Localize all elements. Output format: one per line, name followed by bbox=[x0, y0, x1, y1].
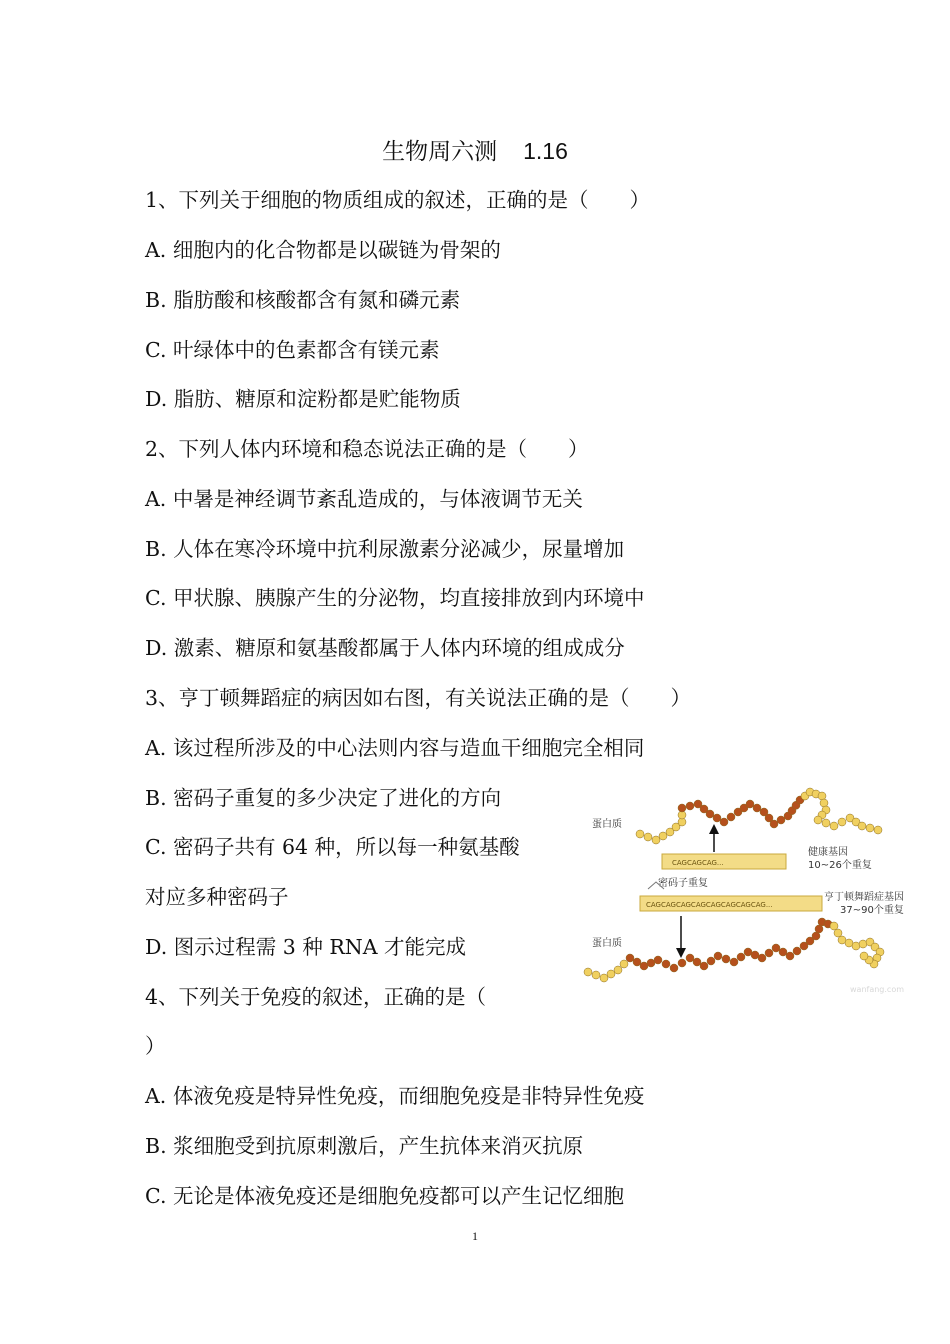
label-healthy-repeat: 10~26个重复 bbox=[808, 860, 872, 871]
bead bbox=[644, 833, 652, 841]
bead bbox=[830, 822, 838, 830]
bead bbox=[786, 952, 794, 960]
bead bbox=[874, 826, 882, 834]
protein-chain-top bbox=[636, 788, 882, 844]
bead bbox=[584, 968, 592, 976]
q4-option-b: B. 浆细胞受到抗原刺激后，产生抗体来消灭抗原 bbox=[145, 1134, 584, 1158]
arrow-down-head-icon bbox=[676, 948, 686, 958]
bead bbox=[814, 816, 822, 824]
bead bbox=[730, 958, 738, 966]
bead bbox=[722, 955, 730, 963]
q1-option-c: C. 叶绿体中的色素都含有镁元素 bbox=[145, 338, 440, 362]
bead bbox=[678, 959, 686, 967]
page-title bbox=[0, 133, 950, 166]
bead bbox=[770, 820, 778, 828]
bead bbox=[758, 954, 766, 962]
bead bbox=[820, 799, 828, 807]
bead bbox=[686, 802, 694, 810]
bead bbox=[746, 800, 754, 808]
q2-option-c: C. 甲状腺、胰腺产生的分泌物，均直接排放到内环境中 bbox=[145, 586, 645, 610]
question-4-cont: ） bbox=[145, 1034, 166, 1058]
bead bbox=[720, 818, 728, 826]
q2-option-b: B. 人体在寒冷环境中抗利尿激素分泌减少，尿量增加 bbox=[145, 537, 625, 561]
question-4: 4、下列关于免疫的叙述，正确的是（ bbox=[145, 985, 487, 1009]
bead bbox=[700, 962, 708, 970]
q1-option-b: B. 脂肪酸和核酸都含有氮和磷元素 bbox=[145, 288, 461, 312]
label-codon-repeat: 密码子重复 bbox=[658, 878, 708, 889]
bead bbox=[818, 792, 826, 800]
q3-option-d: D. 图示过程需 3 种 RNA 才能完成 bbox=[145, 935, 467, 959]
bead bbox=[765, 949, 773, 957]
question-2: 2、下列人体内环境和稳态说法正确的是（ ） bbox=[145, 437, 589, 461]
q4-option-c: C. 无论是体液免疫还是细胞免疫都可以产生记忆细胞 bbox=[145, 1184, 624, 1208]
label-protein-top: 蛋白质 bbox=[592, 819, 622, 830]
bead bbox=[858, 822, 866, 830]
bead bbox=[713, 814, 721, 822]
bead bbox=[614, 966, 622, 974]
bead bbox=[670, 964, 678, 972]
bead bbox=[652, 836, 660, 844]
q3-option-a: A. 该过程所涉及的中心法则内容与造血干细胞完全相同 bbox=[145, 736, 645, 760]
bead bbox=[626, 954, 634, 962]
q1-option-d: D. 脂肪、糖原和淀粉都是贮能物质 bbox=[145, 387, 461, 411]
bead bbox=[753, 804, 761, 812]
bead bbox=[834, 929, 842, 937]
bead bbox=[592, 971, 600, 979]
q1-option-a: A. 细胞内的化合物都是以碳链为骨架的 bbox=[145, 238, 501, 262]
label-disease-gene: 亨丁顿舞蹈症基因 bbox=[824, 892, 904, 903]
bead bbox=[686, 954, 694, 962]
label-healthy-gene: 健康基因 bbox=[808, 847, 848, 858]
bead bbox=[633, 958, 641, 966]
bead bbox=[659, 832, 667, 840]
bead bbox=[707, 957, 715, 965]
bead bbox=[600, 974, 608, 982]
bead bbox=[779, 948, 787, 956]
question-1: 1、下列关于细胞的物质组成的叙述，正确的是（ ） bbox=[145, 188, 651, 212]
disease-sequence: CAGCAGCAGCAGCAGCAGCAGCAG... bbox=[646, 901, 773, 909]
bead bbox=[793, 947, 801, 955]
protein-chain-bottom bbox=[584, 918, 884, 982]
q4-option-a: A. 体液免疫是特异性免疫，而细胞免疫是非特异性免疫 bbox=[145, 1084, 645, 1108]
bead bbox=[822, 819, 830, 827]
q3-option-b: B. 密码子重复的多少决定了进化的方向 bbox=[145, 786, 502, 810]
huntington-figure bbox=[578, 786, 918, 996]
healthy-sequence: CAGCAGCAG... bbox=[672, 859, 724, 867]
page-number: 1 bbox=[472, 1229, 478, 1243]
arrow-up-head-icon bbox=[709, 824, 719, 834]
bead bbox=[727, 813, 735, 821]
bead bbox=[678, 804, 686, 812]
bead bbox=[714, 952, 722, 960]
bead bbox=[772, 944, 780, 952]
bead bbox=[777, 816, 785, 824]
bead bbox=[860, 952, 868, 960]
bead bbox=[662, 960, 670, 968]
q3-option-c: C. 密码子共有 64 种，所以每一种氨基酸 bbox=[145, 835, 520, 859]
label-disease-repeat: 37~90个重复 bbox=[840, 905, 904, 916]
q2-option-d: D. 激素、糖原和氨基酸都属于人体内环境的组成成分 bbox=[145, 636, 625, 660]
watermark: wanfang.com bbox=[850, 985, 905, 994]
bead bbox=[866, 824, 874, 832]
q2-option-a: A. 中暑是神经调节紊乱造成的，与体液调节无关 bbox=[145, 487, 583, 511]
question-3: 3、亨丁顿舞蹈症的病因如右图，有关说法正确的是（ ） bbox=[145, 686, 692, 710]
label-protein-bottom: 蛋白质 bbox=[592, 938, 622, 949]
bead bbox=[859, 940, 867, 948]
bead bbox=[654, 956, 662, 964]
bead bbox=[636, 830, 644, 838]
bead bbox=[706, 810, 714, 818]
bead bbox=[737, 953, 745, 961]
bead bbox=[693, 958, 701, 966]
title-text: 生物周六测 bbox=[382, 139, 498, 165]
bead bbox=[830, 922, 838, 930]
q3-option-c-cont: 对应多种密码子 bbox=[145, 885, 289, 909]
bead bbox=[852, 942, 860, 950]
bead bbox=[607, 970, 615, 978]
bead bbox=[620, 960, 628, 968]
title-date: 1.16 bbox=[523, 138, 568, 164]
bead bbox=[838, 818, 846, 826]
